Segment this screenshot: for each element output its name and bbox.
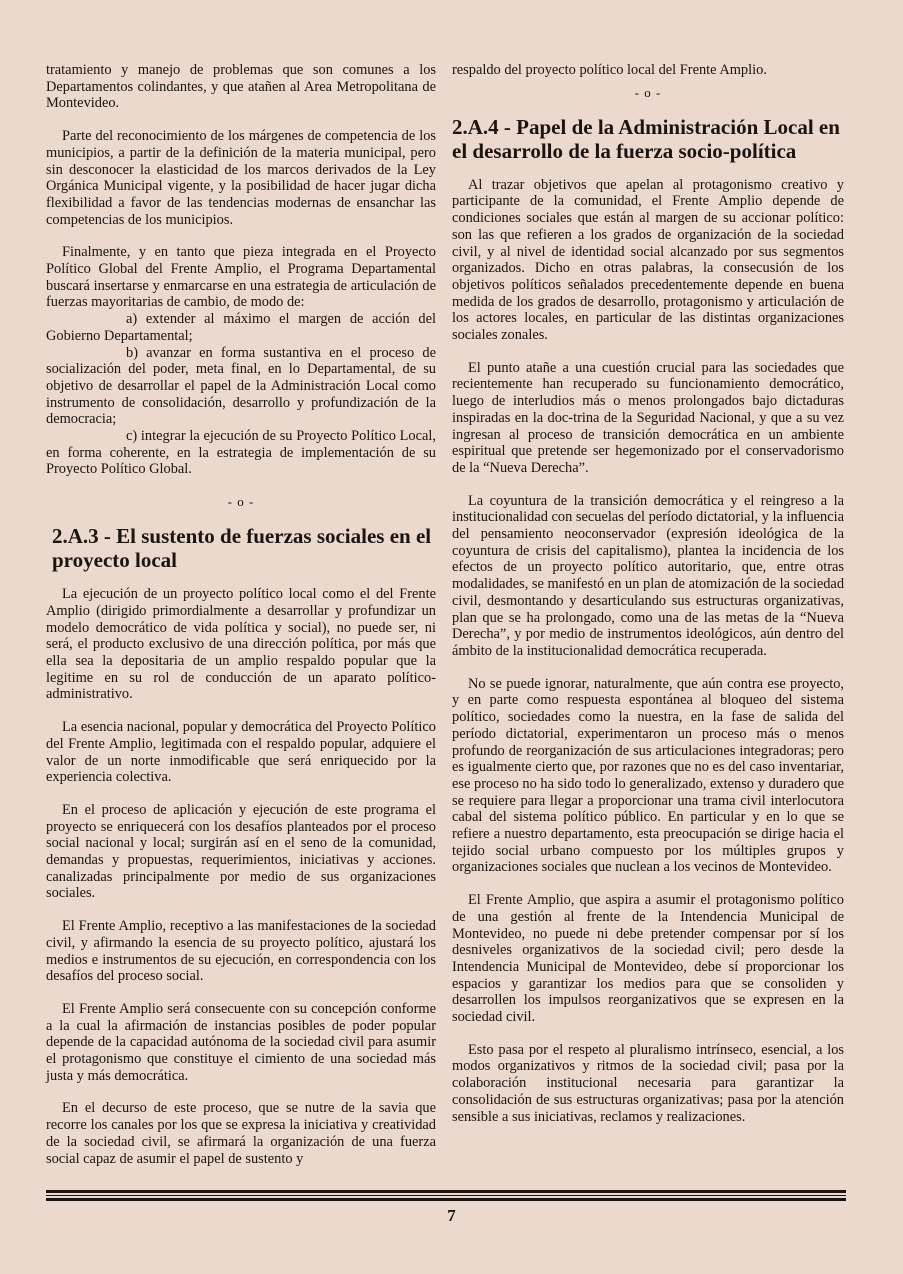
paragraph: El punto atañe a una cuestión crucial para las sociedades que recientemente han recuperado su funcionamiento democrático, luego de interludios más o menos prolongados bajo dictaduras inspiradas en la doc-trina de la Seguridad Nacional, y que a su vez ingresan al proceso de transición democrática en un ambiente espiritual que pretende ser hegemonizado por el conservadorismo de la “Nueva Derecha”. (452, 359, 844, 476)
footer-rule-thick (46, 1198, 846, 1201)
paragraph: Parte del reconocimiento de los márgenes de competencia de los municipios, a partir de la definición de la materia municipal, pero sin desconocer la elasticidad de los marcos derivados de la Ley Orgánica Municipal vigente, y la posibilidad de hacer jugar dicha flexibilidad a favor de las tendencias modernas de ensanchar las competencias de los municipios. (46, 128, 436, 228)
left-column (46, 62, 436, 1183)
paragraph: No se puede ignorar, naturalmente, que aún contra ese proyecto, y en parte como respuesta espontánea al bloqueo del sistema político, sociedades como la nuestra, en la fase de salida del período dictatorial, experimentaron un proceso más o menos profundo de reorganización de sus articulaciones integradoras; pero es igualmente cierto que, por razones que no es del caso inventariar, ese proceso no ha sido todo lo generalizado, extenso y duradero que se requiere para llegar a proporcionar una trama civil interlocutora cabal del sistema político público. En particular y en lo que se refiere a nuestro departamento, esta preocupación se dirige hacia el tejido social urbano compuesto por los múltiples grupos y organizaciones sociales que nuclean a los vecinos de Montevideo. (452, 675, 844, 876)
paragraph: La ejecución de un proyecto político local como el del Frente Amplio (dirigido primordialmente a desarrollar y profundizar un modelo democrático de vida política y social), no puede ser, ni será, el producto exclusivo de una dirección política, por más que ella sea la depositaria de un amplio respaldo popular que la legitime en su rol de conducción de un aparato político-administrativo. (46, 586, 436, 703)
paragraph: Al trazar objetivos que apelan al protagonismo creativo y participante de la comunidad, el Frente Amplio depende de condiciones sociales que están al margen de su accionar político: son las que refieren a los grados de organización de la sociedad civil, y al nivel de identidad social alcanzado por sus segmentos organizados. Dicho en otras palabras, la consecusión de los objetivos políticos señalados precedentemente depende en buena medida de los grados de desarrollo, protagonismo y articulación de los actores locales, en particular de las distintas organizaciones sociales zonales. (452, 176, 844, 344)
footer-rule-thick (46, 1190, 846, 1193)
section-heading-2a4: 2.A.4 - Papel de la Administración Local en el desarrollo de la fuerza socio-política (452, 114, 840, 163)
list-item-a: a) extender al máximo el margen de acción del Gobierno Departamental; (46, 311, 436, 344)
page-number: 7 (447, 1206, 456, 1225)
paragraph: Finalmente, y en tanto que pieza integrada en el Proyecto Político Global del Frente Amplio, el Programa Departamental buscará insertarse y enmarcarse en una estrategia de articulación de fuerzas mayoritarias de cambio, de modo de: (46, 244, 436, 311)
paragraph: El Frente Amplio, receptivo a las manifestaciones de la sociedad civil, y afirmando la esencia de su proyecto político, ajustará los medios e instrumentos de su ejecución, en correspondencia con los desafíos del proceso social. (46, 918, 436, 985)
paragraph: En el proceso de aplicación y ejecución de este programa el proyecto se enriquecerá con los desafíos planteados por el proceso social nacional y local; surgirán así en el seno de la comunidad, demandas y propuestas, requerimientos, iniciativas y acciones. canalizadas principalmente por medio de sus organizaciones sociales. (46, 801, 436, 902)
paragraph: El Frente Amplio, que aspira a asumir el protagonismo político de una gestión al frente de la Intendencia Municipal de Montevideo, no puede ni debe pretender compensar por sí los desniveles organizativos de la sociedad civil; pero desde la Intendencia Municipal de Montevideo, debe sí proporcionar los espacios y garantizar los medios para que se consoliden y desarrollen los impulsos reorganizativos que se expresen en la sociedad civil. (452, 892, 844, 1026)
list-item-b: b) avanzar en forma sustantiva en el proceso de socialización del poder, meta final, en lo Departamental, de su objetivo de desarrollar el papel de la Administración Local como instrumento de consolidación, desarrollo y profundización de la democracia; (46, 344, 436, 428)
right-column (452, 62, 844, 1141)
paragraph: La esencia nacional, popular y democrática del Proyecto Político del Frente Amplio, legitimada con el respaldo popular, adquiere el valor de un norte inmodificable que será enriquecido por la experiencia colectiva. (46, 719, 436, 786)
paragraph: Esto pasa por el respeto al pluralismo intrínseco, esencial, a los modos organizativos y ritmos de la sociedad civil; pasa por la colaboración institucional necesaria para garantizar la consolidación de sus estructuras organizativas; pasa por la atención sensible a sus iniciativas, reclamos y realizaciones. (452, 1041, 844, 1125)
paragraph: El Frente Amplio será consecuente con su concepción conforme a la cual la afirmación de instancias posibles de poder popular depende de la capacidad autónoma de la sociedad civil para asumir el protagonismo que constituye el cimiento de una sociedad más justa y más democrática. (46, 1000, 436, 1084)
section-heading-2a3: 2.A.3 - El sustento de fuerzas sociales en el proyecto local (52, 524, 432, 573)
list-item-c: c) integrar la ejecución de su Proyecto Político Local, en forma coherente, en la estrategia de implementación de su Proyecto Político Global. (46, 428, 436, 478)
paragraph-continuation: respaldo del proyecto político local del Frente Amplio. (452, 62, 767, 78)
section-separator: - o - (634, 84, 662, 100)
paragraph: La coyuntura de la transición democrática y el reingreso a la institucionalidad con secuelas del período dictatorial, y la influencia del pensamiento neoconservador (expresión ideológica de la coyuntura de crisis del capitalismo), plantea la incidencia de los efectos de un proyecto político autoritario, que, entre otras modalidades, se manifestó en un plan de atomización de la sociedad civil, desmontando y desarticulando sus estructuras organizativas, plan que se ha prolongado, como una de las metas de la “Nueva Derecha”, y por medio de instrumentos ideológicos, aún dentro del ámbito de la institucionalidad democrática recuperada. (452, 492, 845, 659)
footer-rule-thin (46, 1195, 846, 1196)
paragraph-continuation: tratamiento y manejo de problemas que son comunes a los Departamentos colindantes, y que atañen al Area Metropolitana de Montevideo. (46, 62, 436, 112)
objectives-list (46, 311, 436, 478)
section-separator: - o - (227, 494, 255, 510)
paragraph: En el decurso de este proceso, que se nutre de la savia que recorre los canales por los que se expresa la iniciativa y creatividad de la sociedad civil, se afirmará la organización de una fuerza social capaz de asumir el papel de sustento y (46, 1100, 436, 1167)
